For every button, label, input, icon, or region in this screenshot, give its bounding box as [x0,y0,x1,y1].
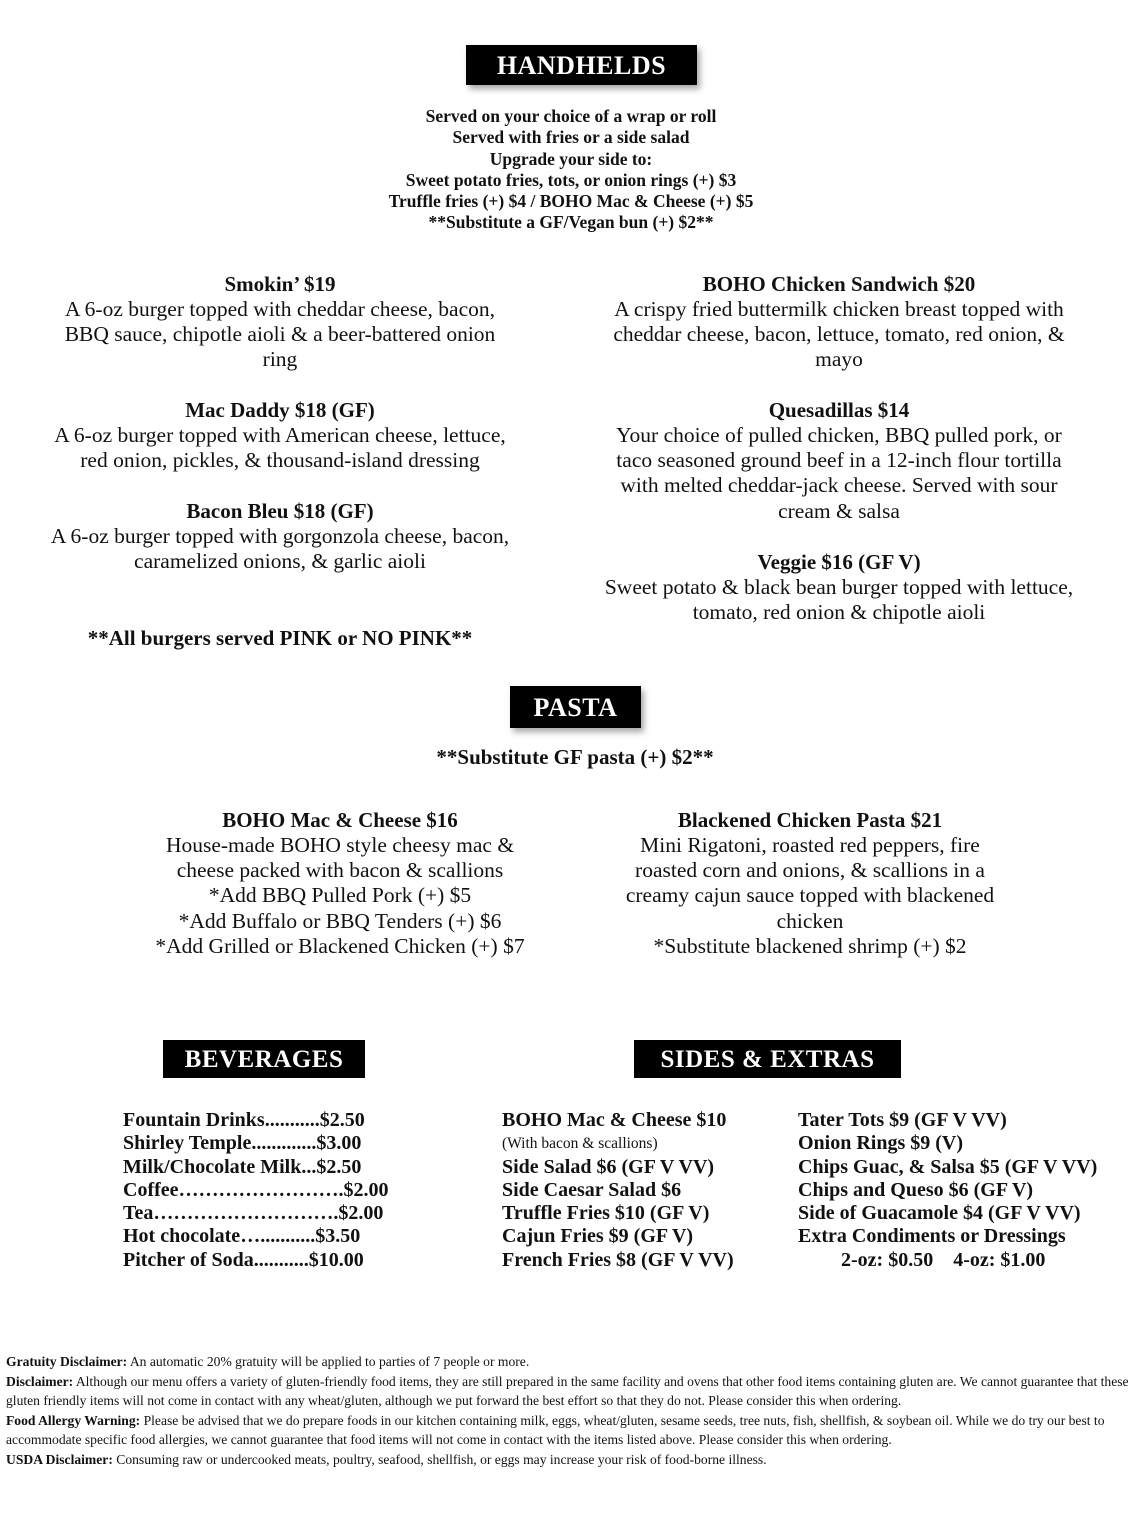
gratuity-disclaimer [6,1352,1132,1372]
item-desc-line: Mini Rigatoni, roasted red peppers, fire [640,833,980,857]
beverage-item: Hot chocolate…...........$3.50 [123,1225,361,1248]
sides-list-col1 [502,1109,734,1272]
item-desc-line: tomato, red onion & chipotle aioli [692,600,986,625]
side-item: Side Salad $6 (GF V VV) [502,1155,715,1178]
item-desc-line: cheddar cheese, bacon, lettuce, tomato, red onion, & [613,322,1065,347]
disclaimer-text: Please be advised that we do prepare foods in our kitchen containing milk, eggs, wheat/gluten, sesame seeds, tree nuts, fish, shellfish, & soybean oil. While we do try our best to accommodate specific food allergies, we cannot guarantee that food items will not come in contact with the items listed above. Please consider this when ordering. [6,1412,1105,1447]
menu-item-boho-chicken-sandwich [568,272,1110,373]
sides-extras-heading: SIDES & EXTRAS [634,1040,901,1078]
side-item: Truffle Fries $10 (GF V) [502,1202,710,1225]
item-desc-line: A crispy fried buttermilk chicken breast topped with [614,297,1064,321]
item-name: Smokin’ $19 [224,272,336,296]
side-item: Chips Guac, & Salsa $5 (GF V VV) [798,1155,1098,1178]
disclaimers [6,1352,1132,1469]
item-desc-line: chicken [776,908,844,933]
item-desc-line: A 6-oz burger topped with gorgonzola cheese, bacon, [50,524,510,548]
menu-item-mac-daddy [10,398,550,473]
intro-line: **Substitute a GF/Vegan bun (+) $2** [428,212,714,233]
side-item: BOHO Mac & Cheese $10 [502,1109,727,1131]
item-desc-line: cream & salsa [778,498,900,523]
intro-line: Upgrade your side to: [489,148,653,169]
intro-line: Served with fries or a side salad [452,127,690,148]
menu-item-veggie [568,550,1110,625]
burger-note: **All burgers served PINK or NO PINK** [87,626,473,650]
beverage-item: Pitcher of Soda...........$10.00 [123,1248,364,1271]
item-desc-line: Your choice of pulled chicken, BBQ pulled pork, or [616,423,1062,447]
beverage-item: Milk/Chocolate Milk...$2.50 [123,1155,362,1178]
intro-line: Truffle fries (+) $4 / BOHO Mac & Cheese (+) $5 [388,191,754,212]
beverage-item: Fountain Drinks...........$2.50 [123,1109,365,1131]
item-desc-line: Sweet potato & black bean burger topped with lettuce, [604,575,1074,599]
item-desc-line: BBQ sauce, chipotle aioli & a beer-battered onion [64,322,496,347]
item-desc-line: House-made BOHO style cheesy mac & [165,833,515,857]
disclaimer-text: Consuming raw or undercooked meats, poultry, seafood, shellfish, or eggs may increase your risk of food-borne illness. [112,1451,767,1467]
item-desc-line: caramelized onions, & garlic aioli [134,549,426,574]
disclaimer-label: USDA Disclaimer: [6,1451,113,1467]
item-desc-line: mayo [815,347,863,372]
pasta-note: **Substitute GF pasta (+) $2** [436,745,714,769]
disclaimer-label: Food Allergy Warning: [6,1412,141,1428]
item-name: Veggie $16 (GF V) [757,550,921,574]
sides-list-col2 [798,1109,1097,1272]
intro-line: Sweet potato fries, tots, or onion rings (+) $3 [405,169,737,190]
item-name: Mac Daddy $18 (GF) [185,398,375,422]
food-allergy-warning [6,1411,1132,1450]
side-item: Cajun Fries $9 (GF V) [502,1225,694,1248]
side-item: Side of Guacamole $4 (GF V VV) [798,1202,1081,1225]
beverages-heading: BEVERAGES [163,1040,365,1078]
item-name: Quesadillas $14 [768,398,910,422]
intro-line: Served on your choice of a wrap or roll [425,106,717,126]
item-desc-line: with melted cheddar-jack cheese. Served with sour [620,473,1058,498]
usda-disclaimer [6,1450,1132,1470]
menu-item-boho-mac-cheese [100,808,580,959]
menu-item-blackened-chicken-pasta [580,808,1040,959]
item-name: BOHO Mac & Cheese $16 [222,808,458,832]
menu-item-smokin [10,272,550,373]
menu-item-bacon-bleu [10,499,550,574]
side-item: Side Caesar Salad $6 [502,1178,682,1201]
gluten-disclaimer [6,1372,1132,1411]
side-item: Chips and Queso $6 (GF V) [798,1178,1034,1201]
item-desc-line: *Substitute blackened shrimp (+) $2 [653,933,967,958]
item-desc-line: *Add BBQ Pulled Pork (+) $5 [208,883,472,908]
disclaimer-label: Disclaimer: [6,1373,74,1389]
beverage-item: Tea……………………….$2.00 [123,1202,384,1225]
disclaimer-text: An automatic 20% gratuity will be applied to parties of 7 people or more. [127,1354,530,1369]
handhelds-heading: HANDHELDS [466,45,697,85]
item-desc-line: roasted corn and onions, & scallions in a [635,858,985,883]
item-desc-line: A 6-oz burger topped with cheddar cheese, bacon, [64,297,496,321]
disclaimer-label: Gratuity Disclaimer: [6,1354,128,1369]
item-name: BOHO Chicken Sandwich $20 [702,272,976,296]
menu-item-quesadillas [568,398,1110,524]
item-desc-line: *Add Grilled or Blackened Chicken (+) $7 [155,933,525,958]
item-desc-line: A 6-oz burger topped with American cheese, lettuce, [54,423,506,447]
beverage-item: Coffee…………………….$2.00 [123,1178,389,1201]
item-name: Bacon Bleu $18 (GF) [186,499,374,523]
item-desc-line: creamy cajun sauce topped with blackened [625,883,995,908]
beverages-list [123,1109,389,1272]
item-desc-line: taco seasoned ground beef in a 12-inch flour tortilla [616,448,1062,473]
item-name: Blackened Chicken Pasta $21 [677,808,943,832]
side-item: Extra Condiments or Dressings [798,1225,1066,1248]
side-item-note: (With bacon & scallions) [502,1135,658,1153]
item-desc-line: cheese packed with bacon & scallions [176,858,504,883]
side-item: Onion Rings $9 (V) [798,1132,964,1155]
beverage-item: Shirley Temple.............$3.00 [123,1132,362,1155]
pasta-heading: PASTA [510,686,641,728]
item-desc-line: *Add Buffalo or BBQ Tenders (+) $6 [178,908,502,933]
side-item: Tater Tots $9 (GF V VV) [798,1109,1007,1131]
item-desc-line: ring [262,347,298,372]
handhelds-intro [271,106,871,234]
disclaimer-text: Although our menu offers a variety of gluten-friendly food items, they are still prepared in the same facility and ovens that other food items containing gluten are. We cannot guarantee that these gluten friendly items will not come in contact with any wheat/gluten, although we put forward the best effort so that they do not. Please consider this when ordering. [6,1373,1129,1408]
condiment-sizes: 2-oz: $0.50 4-oz: $1.00 [841,1248,1046,1271]
item-desc-line: red onion, pickles, & thousand-island dressing [80,448,480,473]
side-item: French Fries $8 (GF V VV) [502,1248,734,1271]
